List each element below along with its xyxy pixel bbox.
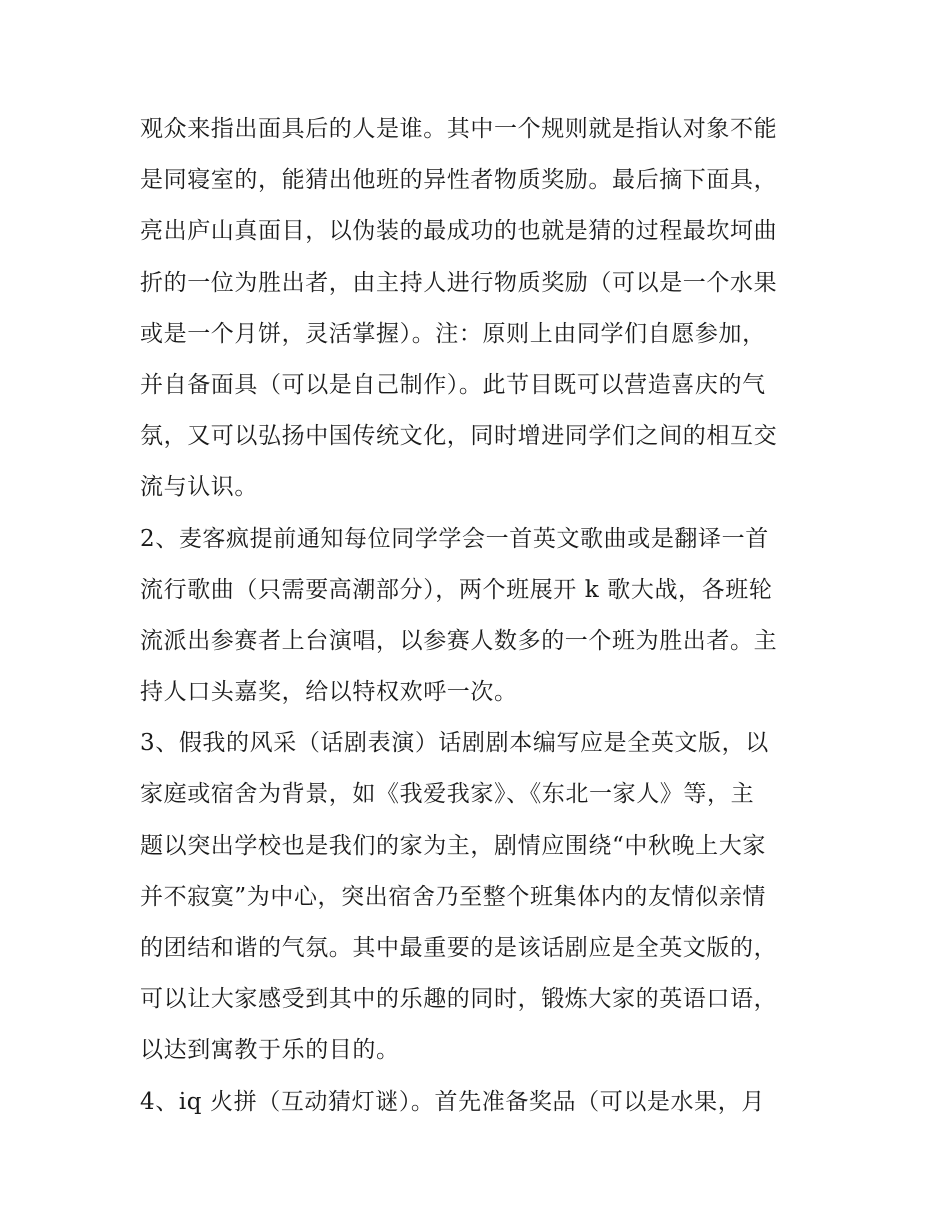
text-line: 流与认识。 [140,474,258,501]
item-2-line: 2、麦客疯提前通知每位同学学会一首英文歌曲或是翻译一首 [140,525,769,552]
text-line: 或是一个月饼，灵活掌握）。注：原则上由同学们自愿参加， [140,320,766,347]
text-line: 以达到寓教于乐的目的。 [140,1037,400,1064]
text-line: 折的一位为胜出者，由主持人进行物质奖励（可以是一个水果 [140,269,778,296]
item-4-line: 4、iq 火拼（互动猜灯谜）。首先准备奖品（可以是水果，月 [140,1088,765,1115]
text-line: 并自备面具（可以是自己制作）。此节目既可以营造喜庆的气 [140,371,766,398]
text-line: 题以突出学校也是我们的家为主，剧情应围绕“中秋晚上大家 [140,832,766,859]
text-line: 流派出参赛者上台演唱，以参赛人数多的一个班为胜出者。主 [140,627,778,654]
text-line: 家庭或宿舍为背景，如《我爱我家》、《东北一家人》等，主 [140,781,755,808]
text-line: 氛，又可以弘扬中国传统文化，同时增进同学们之间的相互交 [140,423,778,450]
text-line: 亮出庐山真面目，以伪装的最成功的也就是猜的过程最坎坷曲 [140,218,778,245]
text-line: 观众来指出面具后的人是谁。其中一个规则就是指认对象不能 [140,116,778,142]
item-3-line: 3、假我的风采（话剧表演）话剧剧本编写应是全英文版，以 [140,730,769,757]
text-line: 可以让大家感受到其中的乐趣的同时，锻炼大家的英语口语， [140,986,778,1013]
text-line: 是同寝室的，能猜出他班的异性者物质奖励。最后摘下面具， [140,167,778,194]
text-line: 流行歌曲（只需要高潮部分），两个班展开 k 歌大战，各班轮 [140,576,773,603]
text-line: 持人口头嘉奖，给以特权欢呼一次。 [140,679,518,706]
text-line: 并不寂寞”为中心，突出宿舍乃至整个班集体内的友情似亲情 [140,883,766,910]
body-text [140,104,820,1128]
text-line: 的团结和谐的气氛。其中最重要的是该话剧应是全英文版的， [140,935,778,961]
